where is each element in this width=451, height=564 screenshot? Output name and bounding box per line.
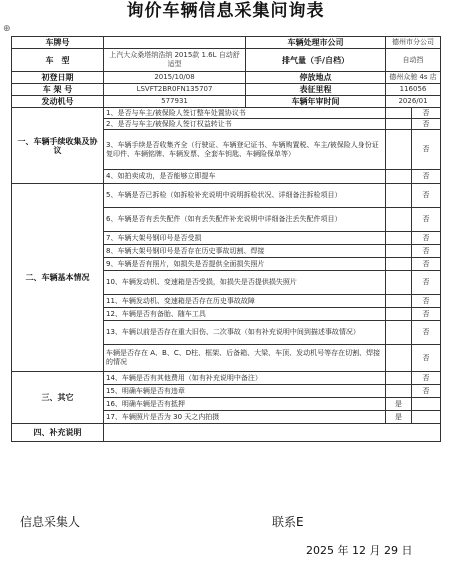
office-value: 德州市分公司: [386, 37, 441, 49]
inquiry-form-table: [11, 36, 441, 442]
inspection-label: 车辆年审时间: [246, 96, 386, 108]
yes-cell: [386, 308, 412, 321]
no-cell: 否: [412, 208, 441, 232]
check-item: 15、明确车辆是否有违章: [104, 385, 386, 398]
check-item: 4、如拍卖成功，是否能够立即提车: [104, 170, 386, 184]
no-cell: 否: [412, 130, 441, 170]
yes-cell: [386, 258, 412, 271]
collector-label: 信息采集人: [20, 515, 81, 529]
no-cell: 否: [412, 308, 441, 321]
section-name: 二、车辆基本情况: [12, 184, 104, 372]
no-cell: 否: [412, 232, 441, 245]
check-item: 13、车辆以前是否存在重大旧伤、二次事故（如有补充说明中间到描述事故情况）: [104, 321, 386, 345]
yes-cell: 是: [386, 398, 412, 411]
no-cell: 否: [412, 271, 441, 295]
yes-cell: [386, 208, 412, 232]
form-title: 询价车辆信息采集问询表: [126, 1, 325, 21]
transmission-label: 排气量（手/自档）: [246, 49, 386, 72]
check-item: 7、车辆大架号钢印号是否受损: [104, 232, 386, 245]
office-label: 车辆处理市公司: [246, 37, 386, 49]
date-text: 2025 年 12 月 29 日: [306, 544, 413, 557]
transmission-value: 自动挡: [386, 49, 441, 72]
check-item: 12、车辆是否有备胎、随车工具: [104, 308, 386, 321]
plate-label: 车牌号: [12, 37, 104, 49]
no-cell: 否: [412, 184, 441, 208]
yes-cell: [386, 372, 412, 385]
reg-date-label: 初登日期: [12, 72, 104, 84]
contact-label: 联系E: [272, 515, 304, 529]
check-item: 8、车辆大架号钢印号是否存在历史事故切割、焊接: [104, 245, 386, 258]
no-cell: 否: [412, 295, 441, 308]
vin-value: LSVFT2BR0FN135707: [104, 84, 246, 96]
section-name: 四、补充说明: [12, 424, 104, 442]
yes-cell: [386, 232, 412, 245]
no-cell: 否: [412, 345, 441, 372]
plate-value: [104, 37, 246, 49]
no-cell: 否: [412, 170, 441, 184]
no-cell: 否: [412, 321, 441, 345]
vin-label: 车 架 号: [12, 84, 104, 96]
no-cell: 否: [412, 245, 441, 258]
yes-cell: [386, 345, 412, 372]
yes-cell: [386, 130, 412, 170]
inspection-value: 2026/01: [386, 96, 441, 108]
check-item: 6、车辆是否有丢失配件（如有丢失配件补充说明中详细备注丢失配件项目）: [104, 208, 386, 232]
check-item: 14、车辆是否有其他费用（如有补充说明中备注）: [104, 372, 386, 385]
yes-cell: [386, 295, 412, 308]
model-value: 上汽大众桑塔纳浩纳 2015款 1.6L 自动舒适型: [104, 49, 246, 72]
check-item: 5、车辆是否已拆检（如拆检补充说明中说明拆检状况、详细备注拆检项目）: [104, 184, 386, 208]
check-item: 16、明确车辆是否有抵押: [104, 398, 386, 411]
no-cell: [412, 411, 441, 424]
section-name: 一、车辆手续收集及协议: [12, 108, 104, 184]
no-cell: 否: [412, 385, 441, 398]
yes-cell: 是: [386, 411, 412, 424]
check-item: 9、车辆是否有照片，如损失是否提供全面损失照片: [104, 258, 386, 271]
yes-cell: [386, 245, 412, 258]
check-item: 2、是否与车主/被保险人签订权益转让书: [104, 119, 386, 130]
yes-cell: [386, 184, 412, 208]
odometer-label: 表征里程: [246, 84, 386, 96]
section-name: 三、其它: [12, 372, 104, 424]
yes-cell: [386, 108, 412, 119]
park-value: 德州众驰 4s 店: [386, 72, 441, 84]
model-label: 车 型: [12, 49, 104, 72]
check-item: 10、车辆发动机、变速箱是否受损，如损失是否提供损失照片: [104, 271, 386, 295]
no-cell: 否: [412, 108, 441, 119]
yes-cell: [386, 119, 412, 130]
park-label: 停放地点: [246, 72, 386, 84]
no-cell: 否: [412, 119, 441, 130]
engine-label: 发动机号: [12, 96, 104, 108]
check-item: 1、是否与车主/被保险人签订整车处置协议书: [104, 108, 386, 119]
reg-date-value: 2015/10/08: [104, 72, 246, 84]
check-item: 17、车辆照片是否为 30 天之内拍摄: [104, 411, 386, 424]
yes-cell: [386, 385, 412, 398]
engine-value: 577931: [104, 96, 246, 108]
odometer-value: 116056: [386, 84, 441, 96]
check-item: 11、车辆发动机、变速箱是否存在历史事故故障: [104, 295, 386, 308]
no-cell: 否: [412, 258, 441, 271]
check-item: 3、车辆手续是否收集齐全（行驶证、车辆登记证书、车辆购置税、车主/被保险人身份证复印件、车辆铭牌、车辆发票、全套车钥匙、车辆险保单等）: [104, 130, 386, 170]
yes-cell: [386, 321, 412, 345]
table-anchor-icon: ⊕: [3, 24, 11, 34]
yes-cell: [386, 170, 412, 184]
check-item: 车辆是否存在 A、B、C、D柱、框架、后备箱、大梁、车顶、发动机号等存在切割、焊接的情况: [104, 345, 386, 372]
no-cell: 否: [412, 372, 441, 385]
no-cell: [412, 398, 441, 411]
yes-cell: [386, 271, 412, 295]
notes-cell: [104, 424, 441, 442]
